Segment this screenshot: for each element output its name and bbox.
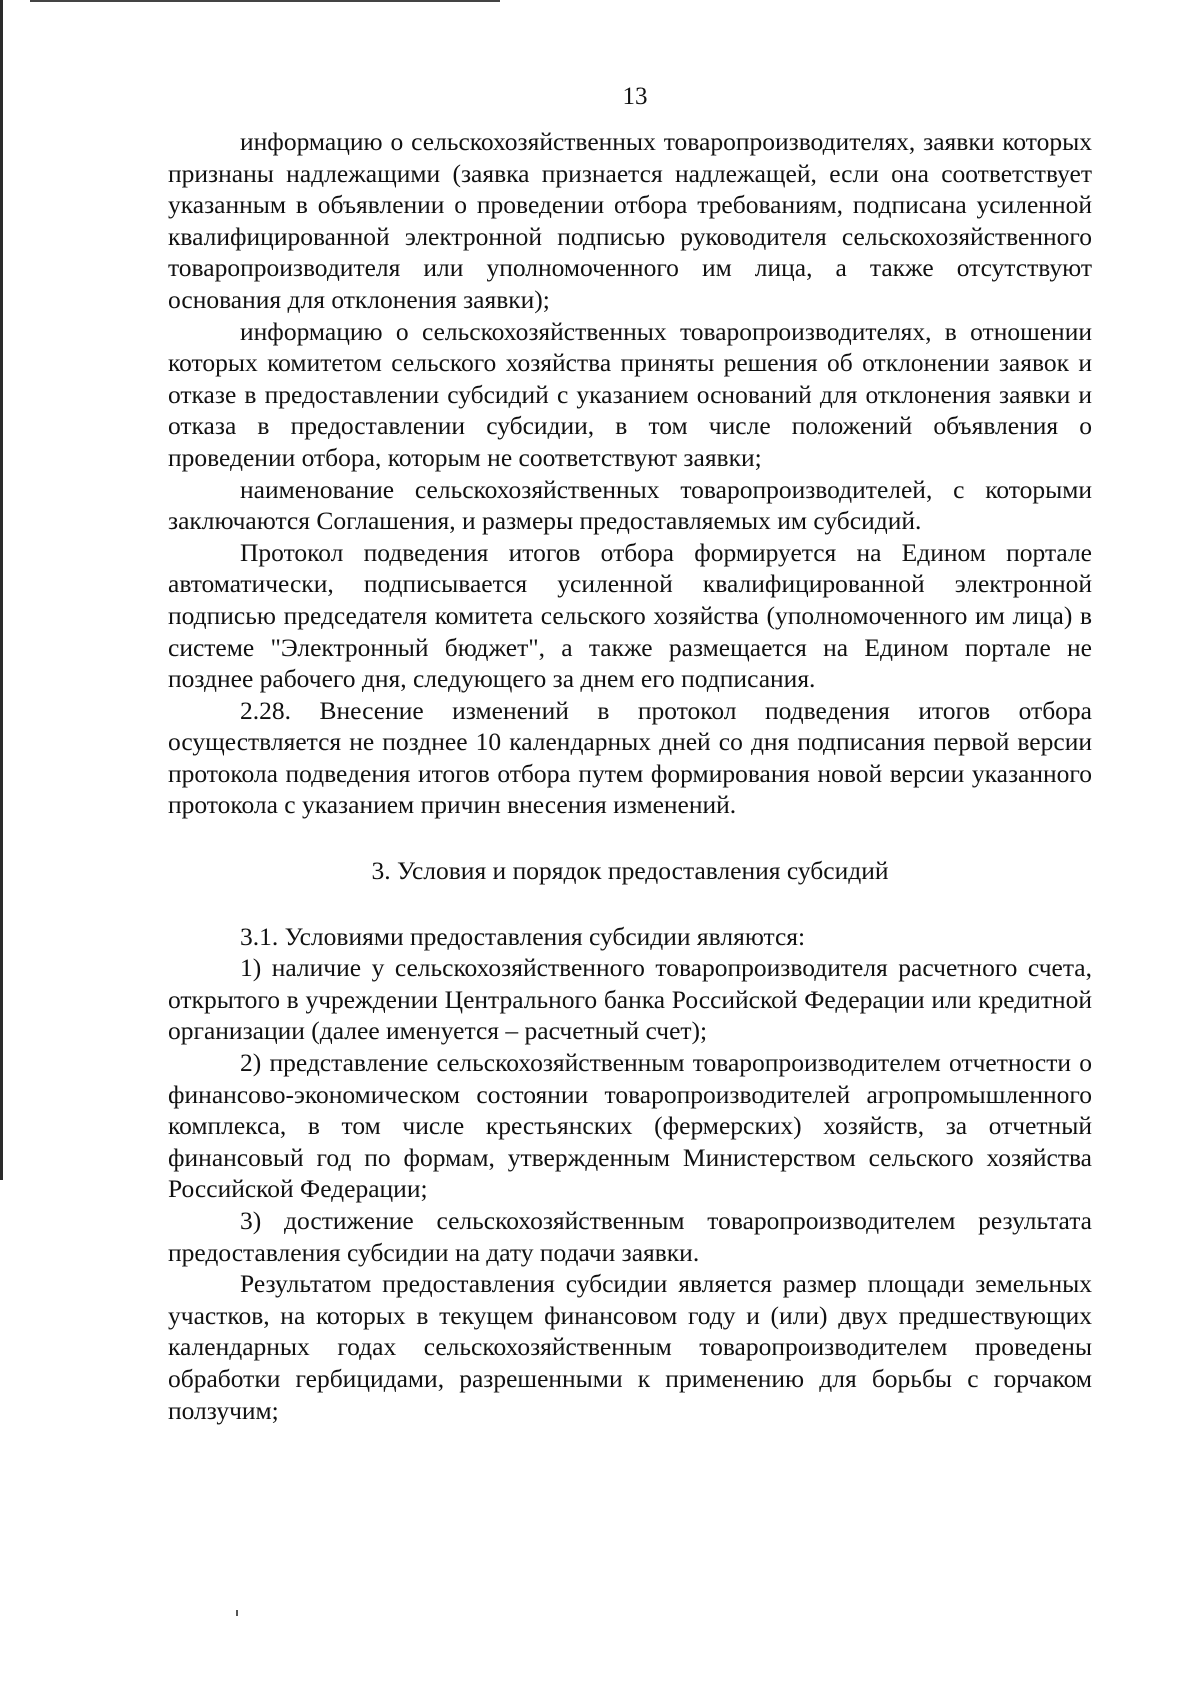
paragraph-result: Результатом предоставления субсидии является размер площади земельных участков, на которых в текущем финансовом году и (или) двух предшествующих календарных годах сельскохозяйственным товаропроизводителем проведены обработки гербицидами, разрешенными к применению для борьбы с горчаком ползучим; (168, 1269, 1092, 1425)
paragraph-protocol-signing: Протокол подведения итогов отбора формируется на Едином портале автоматически, подписывается усиленной квалифицированной электронной подписью председателя комитета сельского хозяйства (уполномоченного им лица) в системе "Электронный бюджет", а также размещается на Едином портале не позднее рабочего дня, следующего за днем его подписания. (168, 537, 1092, 694)
paragraph-2-28: 2.28. Внесение изменений в протокол подведения итогов отбора осуществляется не позднее 10 календарных дней со дня подписания первой версии протокола подведения итогов отбора путем формирования новой версии указанного протокола с указанием причин внесения изменений. (168, 695, 1092, 820)
paragraph-approved-applicants: информацию о сельскохозяйственных товаропроизводителях, заявки которых признаны надлежащими (заявка признается надлежащей, если она соответствует указанным в объявлении о проведении отбора требованиям, подписана усиленной квалифицированной электронной подписью руководителя сельскохозяйственного товаропроизводителя или уполномоченного им лица, а также отсутствуют основания для отклонения заявки); (168, 127, 1092, 314)
page-number: 13 (622, 83, 648, 110)
document-body (168, 126, 1092, 1426)
paragraph-rejected-applicants: информацию о сельскохозяйственных товаропроизводителях, в отношении которых комитетом сельского хозяйства приняты решения об отклонении заявок и отказе в предоставлении субсидий с указанием оснований для отклонения заявки и отказа в предоставлении субсидии, в том числе положений объявления о проведении отбора, которым не соответствуют заявки; (168, 316, 1092, 472)
paragraph-condition-1: 1) наличие у сельскохозяйственного товаропроизводителя расчетного счета, открытого в учреждении Центрального банка Российской Федерации или кредитной организации (далее именуется – расчетный счет); (168, 953, 1092, 1046)
paragraph-condition-3: 3) достижение сельскохозяйственным товаропроизводителем результата предоставления субсидии на дату подачи заявки. (168, 1206, 1092, 1267)
scan-artifact (236, 1610, 238, 1616)
scan-edge-top (30, 0, 500, 2)
paragraph-condition-2: 2) представление сельскохозяйственным товаропроизводителем отчетности о финансово-экономическом состоянии товаропроизводителей агропромышленного комплекса, в том числе крестьянских (фермерских) хозяйств, за отчетный финансовый год по формам, утвержденным Министерством сельского хозяйства Российской Федерации; (168, 1048, 1092, 1204)
paragraph-agreement-recipients: наименование сельскохозяйственных товаропроизводителей, с которыми заключаются Соглашения, и размеры предоставляемых им субсидий. (168, 474, 1092, 536)
section-heading: 3. Условия и порядок предоставления субсидий (371, 856, 889, 886)
paragraph-3-1: 3.1. Условиями предоставления субсидии являются: (240, 921, 806, 951)
scan-edge-left (0, 0, 3, 1180)
